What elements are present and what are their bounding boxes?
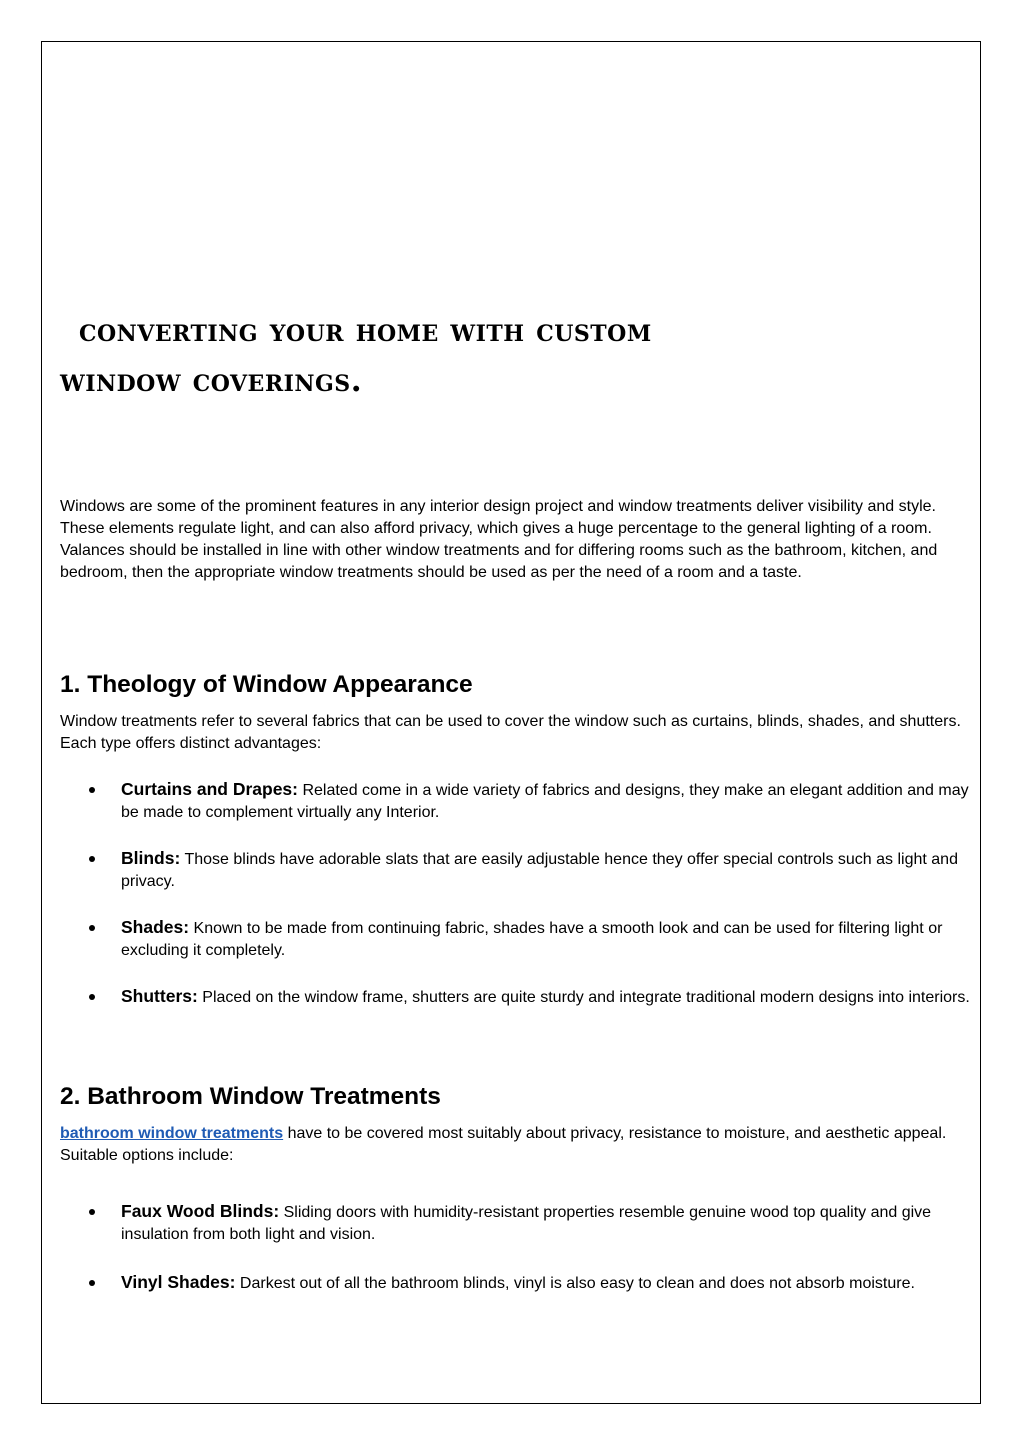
bullet-icon — [89, 1209, 95, 1215]
list-item-text: Known to be made from continuing fabric, shades have a smooth look and can be used for filtering light or excluding it completely. — [121, 920, 943, 959]
page-title — [60, 305, 960, 405]
list-item-text: Sliding doors with humidity-resistant properties resemble genuine wood top quality and give insulation from both light and vision. — [121, 1204, 932, 1243]
list-item-text: Darkest out of all the bathroom blinds, vinyl is also easy to clean and does not absorb moisture. — [239, 1275, 915, 1292]
bullet-icon — [89, 856, 95, 862]
bullet-icon — [89, 994, 95, 1000]
list-item-term: Blinds: — [121, 848, 181, 868]
list-item-term: Shutters: — [121, 986, 198, 1006]
list-item-faux-wood-blinds — [60, 1200, 975, 1246]
list-item-curtains — [60, 778, 975, 824]
intro-paragraph: Windows are some of the prominent features in any interior design project and window treatments deliver visibility and style. These elements regulate light, and can also afford privacy, which gives a huge percentage to the general lighting of a room. Valances should be installed in line with other window treatments and for differing rooms such as the bathroom, kitchen, and bedroom, then the appropriate window treatments should be used as per the need of a room and a taste. — [60, 498, 938, 581]
window-types-list — [60, 778, 975, 1032]
bullet-icon — [89, 787, 95, 793]
section-paragraph-window-appearance: Window treatments refer to several fabrics that can be used to cover the window such as curtains, blinds, shades, and shutters. Each type offers distinct advantages: — [60, 713, 961, 752]
list-item-blinds — [60, 847, 975, 893]
list-item-shutters — [60, 985, 975, 1009]
page-title-line-1: converting your home with custom — [79, 311, 652, 349]
list-item-text: Those blinds have adorable slats that are easily adjustable hence they offer special controls such as light and privacy. — [121, 851, 958, 890]
section-paragraph-text: have to be covered most suitably about privacy, resistance to moisture, and aesthetic appeal. Suitable options include: — [60, 1125, 947, 1164]
list-item-term: Vinyl Shades: — [121, 1272, 236, 1292]
section-heading-window-appearance: 1. Theology of Window Appearance — [60, 671, 473, 698]
bathroom-window-treatments-link[interactable]: bathroom window treatments — [60, 1125, 284, 1142]
list-item-text: Placed on the window frame, shutters are quite sturdy and integrate traditional modern designs into interiors. — [202, 989, 970, 1006]
list-item-term: Shades: — [121, 917, 190, 937]
bullet-icon — [89, 925, 95, 931]
list-item-text: Related come in a wide variety of fabrics and designs, they make an elegant addition and may be made to complement virtually any Interior. — [121, 782, 969, 821]
section-heading-bathroom-treatments: 2. Bathroom Window Treatments — [60, 1083, 441, 1110]
list-item-term: Curtains and Drapes: — [121, 779, 298, 799]
section-paragraph-bathroom-treatments — [60, 1123, 975, 1167]
list-item-vinyl-shades — [60, 1271, 975, 1295]
bathroom-options-list — [60, 1200, 975, 1320]
bullet-icon — [89, 1280, 95, 1286]
list-item-term: Faux Wood Blinds: — [121, 1201, 280, 1221]
list-item-shades — [60, 916, 975, 962]
page-title-line-2: window coverings. — [60, 361, 363, 399]
